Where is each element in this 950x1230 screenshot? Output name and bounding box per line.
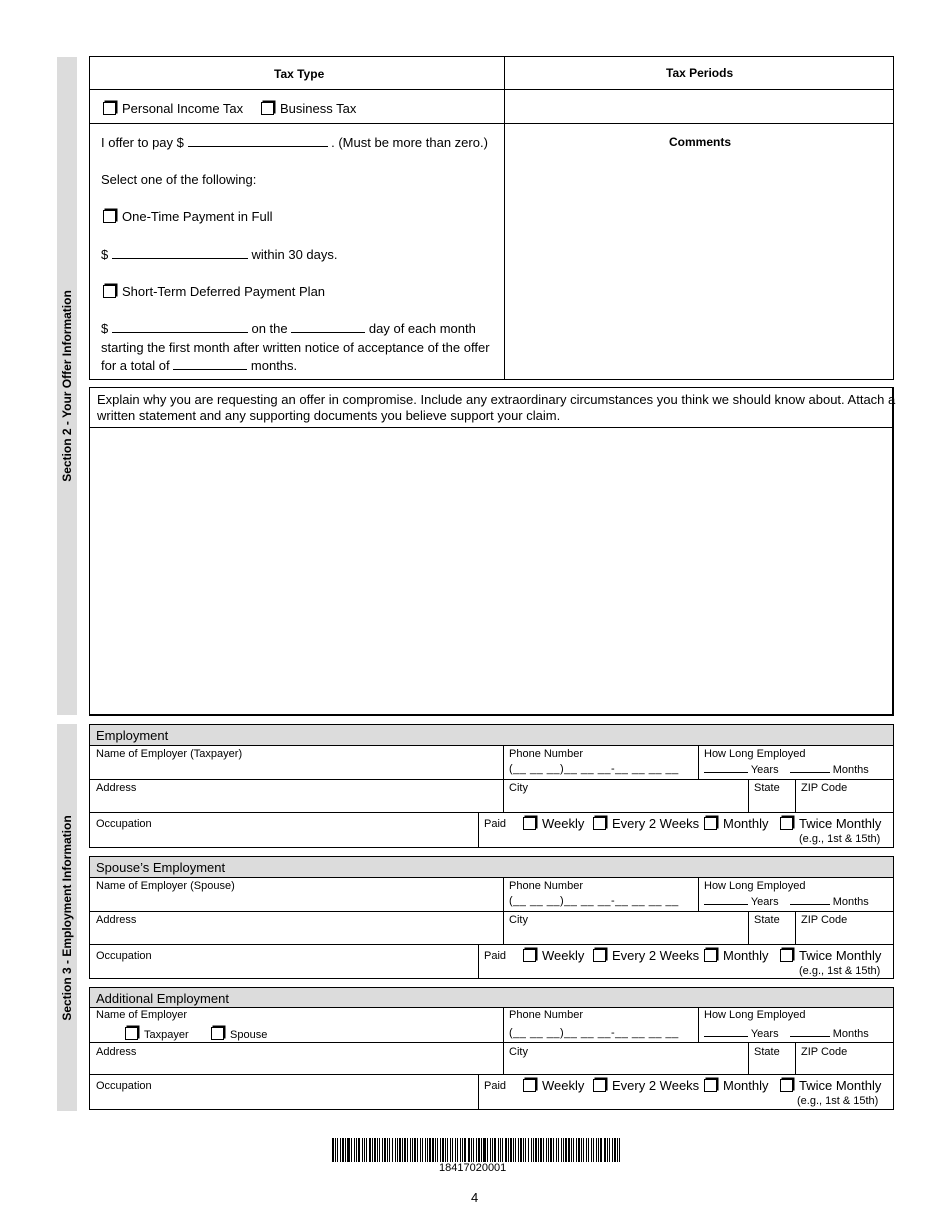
address-label-2: Address	[96, 914, 137, 926]
explanation-input-area[interactable]	[90, 428, 892, 714]
zip-label-1: ZIP Code	[801, 782, 848, 794]
taxpayer-option-3[interactable]: Taxpayer	[125, 1027, 189, 1041]
starting-text: starting the first month after written notice of acceptance of the offer	[101, 340, 490, 355]
employer-name-spouse-label: Name of Employer (Spouse)	[96, 880, 235, 892]
address-label-1: Address	[96, 782, 137, 794]
months-field-3[interactable]	[790, 1036, 830, 1037]
select-one-text: Select one of the following:	[101, 172, 257, 187]
barcode-number: 18417020001	[439, 1162, 507, 1174]
paid-twice-1[interactable]: Twice Monthly	[780, 816, 881, 831]
monthly-checkbox-1[interactable]	[704, 817, 717, 830]
one-time-checkbox[interactable]	[103, 210, 116, 223]
every2-checkbox-3[interactable]	[593, 1079, 606, 1092]
monthly-checkbox-2[interactable]	[704, 949, 717, 962]
every2-checkbox-1[interactable]	[593, 817, 606, 830]
section3-sidebar	[57, 724, 77, 1111]
paid-monthly-2[interactable]: Monthly	[704, 948, 769, 963]
day-field[interactable]	[291, 332, 365, 333]
zip-label-2: ZIP Code	[801, 914, 848, 926]
business-tax-option[interactable]: Business Tax	[261, 101, 356, 116]
offer-amount-field[interactable]	[188, 146, 328, 147]
twice-checkbox-1[interactable]	[780, 817, 793, 830]
weekly-checkbox-2[interactable]	[523, 949, 536, 962]
short-term-checkbox[interactable]	[103, 285, 116, 298]
how-long-label-3: How Long Employed	[704, 1009, 806, 1021]
years-field-3[interactable]	[704, 1036, 748, 1037]
personal-income-tax-checkbox[interactable]	[103, 102, 116, 115]
section3-label: Section 3 - Employment Information	[60, 814, 74, 1021]
page-number: 4	[471, 1190, 479, 1205]
offer-amount-line: I offer to pay $ . (Must be more than zero.)	[101, 135, 488, 150]
phone-label-1: Phone Number	[509, 748, 583, 760]
paid-label-1: Paid	[484, 818, 507, 830]
additional-employment-header: Additional Employment	[89, 987, 894, 1008]
twice-note-3: (e.g., 1st & 15th)	[797, 1095, 879, 1107]
spouse-checkbox-3[interactable]	[211, 1027, 224, 1040]
total-months-line: for a total of months.	[101, 358, 298, 373]
state-label-2: State	[754, 914, 780, 926]
state-label-3: State	[754, 1046, 780, 1058]
phone-field-2[interactable]: (__ __ __)__ __ __-__ __ __ __	[509, 895, 679, 907]
months-field[interactable]	[173, 369, 247, 370]
occupation-label-1: Occupation	[96, 818, 152, 830]
tax-type-header: Tax Type	[274, 67, 325, 81]
paid-every2-3[interactable]: Every 2 Weeks	[593, 1078, 699, 1093]
months-field-1[interactable]	[790, 772, 830, 773]
paid-weekly-2[interactable]: Weekly	[523, 948, 584, 963]
state-label-1: State	[754, 782, 780, 794]
monthly-checkbox-3[interactable]	[704, 1079, 717, 1092]
occupation-label-2: Occupation	[96, 950, 152, 962]
paid-monthly-3[interactable]: Monthly	[704, 1078, 769, 1093]
section2-label: Section 2 - Your Offer Information	[60, 290, 74, 482]
paid-label-2: Paid	[484, 950, 507, 962]
phone-field-3[interactable]: (__ __ __)__ __ __-__ __ __ __	[509, 1027, 679, 1039]
address-label-3: Address	[96, 1046, 137, 1058]
paid-weekly-3[interactable]: Weekly	[523, 1078, 584, 1093]
employer-name-taxpayer-label: Name of Employer (Taxpayer)	[96, 748, 243, 760]
short-term-amount-field[interactable]	[112, 332, 248, 333]
one-time-amount-field[interactable]	[112, 258, 248, 259]
one-time-option[interactable]: One-Time Payment in Full	[103, 209, 273, 224]
phone-label-3: Phone Number	[509, 1009, 583, 1021]
years-months-1: Years Months	[704, 764, 869, 776]
taxpayer-checkbox-3[interactable]	[125, 1027, 138, 1040]
years-months-2: Years Months	[704, 896, 869, 908]
paid-monthly-1[interactable]: Monthly	[704, 816, 769, 831]
spouse-option-3[interactable]: Spouse	[211, 1027, 267, 1041]
business-tax-checkbox[interactable]	[261, 102, 274, 115]
every2-checkbox-2[interactable]	[593, 949, 606, 962]
paid-every2-1[interactable]: Every 2 Weeks	[593, 816, 699, 831]
spouse-employment-header: Spouse’s Employment	[89, 856, 894, 878]
paid-weekly-1[interactable]: Weekly	[523, 816, 584, 831]
phone-field-1[interactable]: (__ __ __)__ __ __-__ __ __ __	[509, 763, 679, 775]
how-long-label-1: How Long Employed	[704, 748, 806, 760]
employment-header: Employment	[89, 724, 894, 746]
paid-twice-2[interactable]: Twice Monthly	[780, 948, 881, 963]
one-time-amount-line: $ within 30 days.	[101, 247, 338, 262]
twice-checkbox-2[interactable]	[780, 949, 793, 962]
twice-checkbox-3[interactable]	[780, 1079, 793, 1092]
city-label-2: City	[509, 914, 528, 926]
months-field-2[interactable]	[790, 904, 830, 905]
city-label-1: City	[509, 782, 528, 794]
paid-every2-2[interactable]: Every 2 Weeks	[593, 948, 699, 963]
comments-header: Comments	[669, 135, 732, 149]
phone-label-2: Phone Number	[509, 880, 583, 892]
explain-line-2: written statement and any supporting documents you believe support your claim.	[97, 408, 561, 423]
twice-note-2: (e.g., 1st & 15th)	[799, 965, 881, 977]
weekly-checkbox-3[interactable]	[523, 1079, 536, 1092]
section2-sidebar	[57, 57, 77, 715]
city-label-3: City	[509, 1046, 528, 1058]
personal-income-tax-option[interactable]: Personal Income Tax	[103, 101, 243, 116]
years-months-3: Years Months	[704, 1028, 869, 1040]
how-long-label-2: How Long Employed	[704, 880, 806, 892]
barcode-image	[332, 1138, 620, 1162]
weekly-checkbox-1[interactable]	[523, 817, 536, 830]
short-term-option[interactable]: Short-Term Deferred Payment Plan	[103, 284, 325, 299]
years-field-2[interactable]	[704, 904, 748, 905]
years-field-1[interactable]	[704, 772, 748, 773]
short-term-amount-line: $ on the day of each month	[101, 321, 476, 336]
tax-periods-header: Tax Periods	[666, 66, 734, 80]
paid-label-3: Paid	[484, 1080, 507, 1092]
paid-twice-3[interactable]: Twice Monthly	[780, 1078, 881, 1093]
employer-name-label-3: Name of Employer	[96, 1009, 188, 1021]
zip-label-3: ZIP Code	[801, 1046, 848, 1058]
occupation-label-3: Occupation	[96, 1080, 152, 1092]
twice-note-1: (e.g., 1st & 15th)	[799, 833, 881, 845]
explain-line-1: Explain why you are requesting an offer in compromise. Include any extraordinary circumstances you think we should know about. Attach a	[97, 392, 896, 407]
